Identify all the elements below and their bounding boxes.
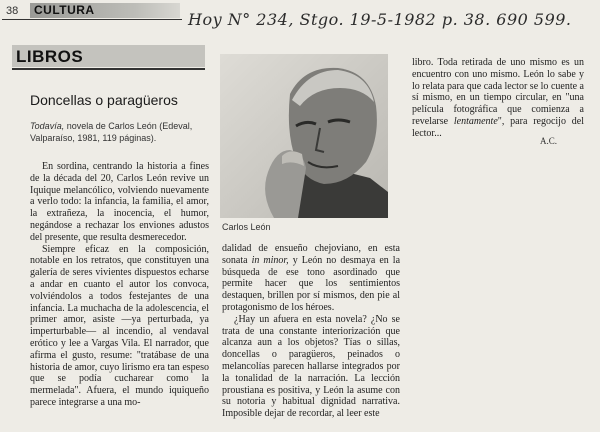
author-photo bbox=[220, 54, 388, 218]
page-number: 38 bbox=[6, 5, 19, 17]
bibliography-detail: novela de Carlos León (Edeval, Valparaíso, 1981, 119 páginas). bbox=[30, 121, 193, 143]
header-rule bbox=[2, 19, 182, 20]
paragraph bbox=[412, 57, 584, 140]
book-title: Todavía, bbox=[30, 121, 65, 131]
italic-text: lentamente bbox=[453, 115, 498, 127]
text-run: libro. Toda retirada de uno mismo es un encuentro con uno mismo. León lo sabe y lo relata para que cada lector se lo cuente a sí mismo, en un tiempo circular, en "una película fotográfica que comienza a revelarse bbox=[412, 57, 584, 127]
column-1 bbox=[30, 161, 209, 409]
column-2 bbox=[222, 243, 400, 420]
photo-caption: Carlos León bbox=[222, 222, 271, 232]
text-run: ", para regocijo del lector... bbox=[412, 115, 584, 139]
paragraph bbox=[222, 243, 400, 314]
paragraph: Siempre eficaz en la composición, notable en los retratos, que constituyen una galería de seres vivientes dispuestos echarse a andar en cuanto el autor los convoca, volviéndolos a todos festejantes de una infancia. La muchacha de la adolescencia, el primer amor, asiste —ya perturbada, ya imperturbable— al incendio, al vendaval erótico y lee a Vargas Vila. El narrador, que afirma el gusto, resume: "tratábase de una historia de amor, cuyo lirismo era tan espeso que se podía cucharear como la mermelada". Afuera, el mundo iquiqueño parece integrarse a una mo- bbox=[30, 243, 209, 408]
portrait-image bbox=[220, 54, 388, 218]
category-rule bbox=[12, 68, 205, 70]
column-3 bbox=[412, 57, 584, 140]
text-run: dalidad de ensueño chejoviano, en esta sonata bbox=[222, 243, 400, 266]
article-title: Doncellas o paragüeros bbox=[30, 92, 178, 108]
handwritten-note: Hoy N° 234, Stgo. 19-5-1982 p. 38. 690 599. bbox=[188, 10, 572, 29]
signature: A.C. bbox=[540, 136, 558, 146]
paragraph: En sordina, centrando la historia a fines de la década del 20, Carlos León revive un Iquique melancólico, volviendo nuevamente a verlo todo: la infancia, la familia, el amor, la extrañeza, la inocencia, el humor, negándose a rechazar los enviones adustos del presente, que resulta desmerecedor. bbox=[30, 161, 209, 243]
paragraph: ¿Hay un afuera en esta novela? ¿No se trata de una constante interiorización que alcanza aun a los objetos? Tías o sillas, doncellas o paragüeros, peinados o melancolías parecen hallarse integrados por la tonalidad de la narración. La lección proustiana es positiva, y León la asume con su notoria y habitual dignidad narrativa. Imposible dejar de recordar, al leer este bbox=[222, 313, 400, 420]
category-label: LIBROS bbox=[16, 47, 84, 66]
bibliography bbox=[30, 120, 210, 144]
section-label: CULTURA bbox=[34, 3, 95, 17]
italic-text: in minor, bbox=[251, 254, 289, 266]
text-run: y León no desmaya en la búsqueda de ese tono asordinado que permite hacer que los sentimientos destaquen, brillen por sí mismos, den pie al protagonismo de los héroes. bbox=[222, 254, 401, 313]
